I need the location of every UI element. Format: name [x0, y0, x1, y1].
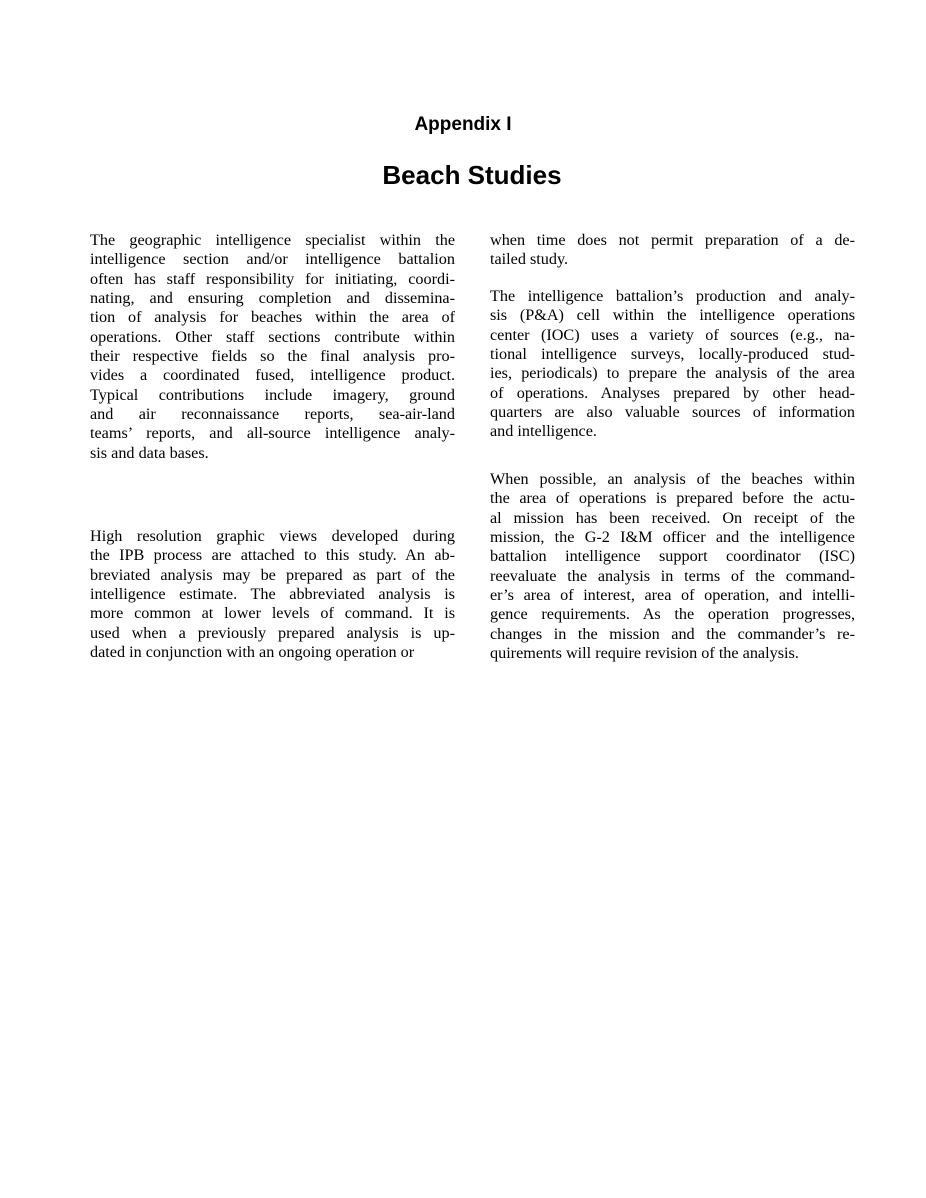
paragraph	[490, 470, 855, 663]
text-line: intelligence estimate. The abbreviated analysis is	[90, 585, 455, 604]
text-line: their respective fields so the final analysis pro-	[90, 347, 455, 366]
text-line: and intelligence.	[490, 422, 597, 441]
text-line: gence requirements. As the operation progresses,	[490, 605, 855, 624]
text-line: when time does not permit preparation of a de-	[490, 231, 855, 249]
text-line: the IPB process are attached to this study. An ab-	[90, 546, 455, 565]
appendix-label: Appendix I	[414, 114, 512, 135]
text-line: breviated analysis may be prepared as part of the	[90, 565, 455, 584]
text-line: sis (P&A) cell within the intelligence operations	[490, 306, 855, 325]
text-line: the area of operations is prepared before the actu-	[490, 489, 855, 508]
paragraph	[490, 231, 855, 270]
text-line: operations. Other staff sections contribute within	[90, 327, 455, 346]
paragraph	[90, 527, 455, 662]
text-line: vides a coordinated fused, intelligence product.	[90, 366, 455, 385]
text-line: and air reconnaissance reports, sea-air-land	[90, 405, 455, 424]
text-line: often has staff responsibility for initiating, coordi-	[90, 269, 455, 288]
text-line: Typical contributions include imagery, ground	[90, 385, 455, 404]
text-line: reevaluate the analysis in terms of the command-	[490, 566, 855, 585]
text-line: nating, and ensuring completion and dissemina-	[90, 289, 455, 308]
text-line: High resolution graphic views developed during	[90, 527, 455, 545]
paragraph	[90, 231, 455, 463]
page-title: Beach Studies	[382, 160, 562, 190]
text-line: tailed study.	[490, 250, 569, 269]
text-line: sis and data bases.	[90, 443, 209, 462]
text-line: er’s area of interest, area of operation, and intelli-	[490, 586, 855, 605]
text-line: quirements will require revision of the analysis.	[490, 644, 799, 663]
text-line: The geographic intelligence specialist within the	[90, 231, 455, 249]
text-line: tion of analysis for beaches within the area of	[90, 308, 455, 327]
text-line: mission, the G-2 I&M officer and the intelligence	[490, 528, 855, 547]
text-line: of operations. Analyses prepared by other head-	[490, 383, 855, 402]
text-line: intelligence section and/or intelligence battalion	[90, 250, 455, 269]
text-line: al mission has been received. On receipt of the	[490, 508, 855, 527]
text-line: battalion intelligence support coordinator (ISC)	[490, 547, 855, 566]
text-line: The intelligence battalion’s production and analy-	[490, 287, 855, 305]
text-line: ies, periodicals) to prepare the analysis of the area	[490, 364, 855, 383]
text-line: more common at lower levels of command. It is	[90, 604, 455, 623]
text-line: used when a previously prepared analysis is up-	[90, 623, 455, 642]
text-line: changes in the mission and the commander’s re-	[490, 624, 855, 643]
text-line: quarters are also valuable sources of information	[490, 403, 855, 422]
paragraph	[490, 287, 855, 442]
text-line: center (IOC) uses a variety of sources (e.g., na-	[490, 325, 855, 344]
text-line: dated in conjunction with an ongoing operation or	[90, 643, 415, 662]
text-line: tional intelligence surveys, locally-produced stud-	[490, 345, 855, 364]
text-line: teams’ reports, and all-source intelligence analy-	[90, 424, 455, 443]
text-line: When possible, an analysis of the beaches within	[490, 470, 855, 488]
